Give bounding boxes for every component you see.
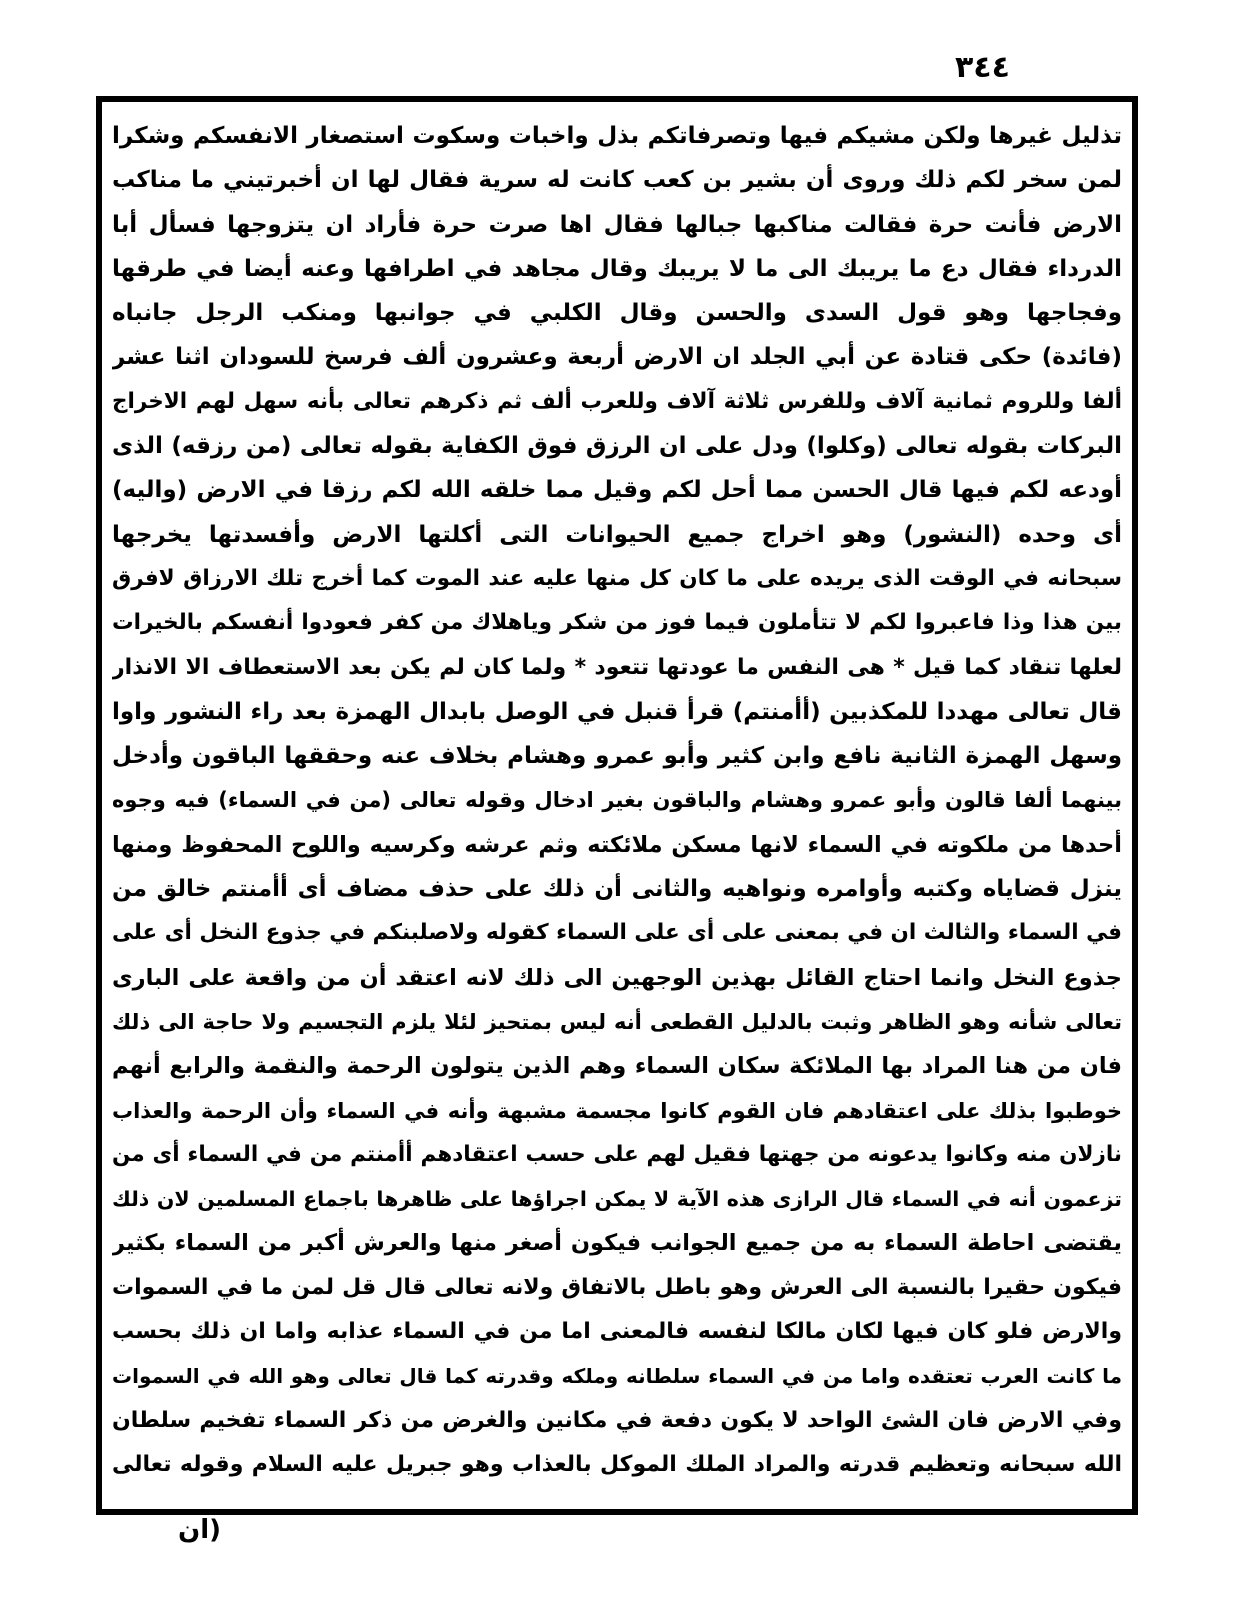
- text-line: ينزل قضاياه وكتبه وأوامره ونواهيه والثانى أن ذلك على حذف مضاف أى أأمنتم خالق من: [112, 876, 1122, 903]
- text-line: تزعمون أنه في السماء قال الرازى هذه الآية لا يمكن اجراؤها على ظاهرها باجماع المسلمين لان ذلك: [112, 1187, 1122, 1212]
- text-line: قال تعالى مهددا للمكذبين (أأمنتم) قرأ قنبل في الوصل بابدال الهمزة بعد راء النشور واوا: [112, 698, 1122, 725]
- text-line: وسهل الهمزة الثانية نافع وابن كثير وأبو عمرو وهشام بخلاف عنه وحققها الباقون وأدخل: [112, 743, 1122, 770]
- text-line: لعلها تنقاد كما قيل * هى النفس ما عودتها تتعود * ولما كان لم يكن بعد الاستعطاف الا الانذار: [112, 654, 1122, 680]
- text-line: فان من هنا المراد بها الملائكة سكان السماء وهم الذين يتولون الرحمة والنقمة والرابع أنهم: [112, 1053, 1122, 1080]
- text-line: البركات بقوله تعالى (وكلوا) ودل على ان الرزق فوق الكفاية بقوله تعالى (من رزقه) الذى: [112, 433, 1122, 460]
- text-line: فيكون حقيرا بالنسبة الى العرش وهو باطل بالاتفاق ولانه تعالى قال قل لمن ما في السموات: [112, 1274, 1122, 1300]
- text-line: (فائدة) حكى قتادة عن أبي الجلد ان الارض أربعة وعشرون ألف فرسخ للسودان اثنا عشر: [112, 344, 1122, 371]
- text-line: أى وحده (النشور) وهو اخراج جميع الحيوانات التى أكلتها الارض وأفسدتها يخرجها: [112, 521, 1122, 548]
- text-line: الله سبحانه وتعظيم قدرته والمراد الملك الموكل بالعذاب وهو جبريل عليه السلام وقوله تعالى: [112, 1451, 1122, 1477]
- catchword: (ان: [178, 1515, 221, 1545]
- text-line: ما كانت العرب تعتقده واما من في السماء سلطانه وملكه وقدرته كما قال تعالى وهو الله في السموات: [112, 1364, 1122, 1389]
- text-line: تعالى شأنه وهو الظاهر وثبت بالدليل القطعى أنه ليس بمتحيز لئلا يلزم التجسيم ولا حاجة الى ذلك: [112, 1009, 1122, 1034]
- text-line: بينهما ألفا قالون وأبو عمرو وهشام والباقون بغير ادخال وقوله تعالى (من في السماء) فيه وجوه: [112, 788, 1122, 813]
- text-line: ألفا وللروم ثمانية آلاف وللفرس ثلاثة آلاف وللعرب ألف ثم ذكرهم تعالى بأنه سهل لهم الاخراج: [112, 388, 1122, 414]
- text-line: وفجاجها وهو قول السدى والحسن وقال الكلبي في جوانبها ومنكب الرجل جانباه: [112, 300, 1122, 327]
- text-line: في السماء والثالث ان في بمعنى على أى على السماء كقوله ولاصلبنكم في جذوع النخل أى على: [112, 920, 1122, 946]
- text-line: وفي الارض فان الشئ الواحد لا يكون دفعة في مكانين والغرض من ذكر السماء تفخيم سلطان: [112, 1407, 1122, 1433]
- main-text-block: [112, 114, 1122, 1487]
- text-line: الدرداء فقال دع ما يريبك الى ما لا يريبك وقال مجاهد في اطرافها وعنه أيضا في طرقها: [112, 255, 1122, 282]
- text-line: تذليل غيرها ولكن مشيكم فيها وتصرفاتكم بذل واخبات وسكوت استصغار الانفسكم وشكرا: [112, 123, 1122, 149]
- text-line: أودعه لكم فيها قال الحسن مما أحل لكم وقيل مما خلقه الله لكم رزقا في الارض (واليه): [112, 477, 1122, 504]
- page-number: ٣٤٤: [955, 50, 1010, 85]
- text-line: خوطبوا بذلك على اعتقادهم فان القوم كانوا مجسمة مشبهة وأنه في السماء وأن الرحمة والعذاب: [112, 1098, 1122, 1123]
- text-line: لمن سخر لكم ذلك وروى أن بشير بن كعب كانت له سرية فقال لها ان أخبرتيني ما مناكب: [112, 167, 1122, 194]
- text-line: نازلان منه وكانوا يدعونه من جهتها فقيل لهم على حسب اعتقادهم أأمنتم من في السماء أى من: [112, 1141, 1122, 1167]
- text-line: جذوع النخل وانما احتاج القائل بهذين الوجهين الى ذلك لانه اعتقد أن من واقعة على البارى: [112, 964, 1122, 991]
- text-line: الارض فأنت حرة فقالت مناكبها جبالها فقال اها صرت حرة فأراد ان يتزوجها فسأل أبا: [112, 211, 1122, 238]
- text-line: بين هذا وذا فاعبروا لكم لا تتأملون فيما فوز من شكر وياهلاك من كفر فعودوا أنفسكم بالخيرات: [112, 610, 1122, 636]
- text-line: سبحانه في الوقت الذى يريده على ما كان كل منها عليه عند الموت كما أخرج تلك الارزاق لافرق: [112, 565, 1122, 591]
- text-line: يقتضى احاطة السماء به من جميع الجوانب فيكون أصغر منها والعرش أكبر من السماء بكثير: [112, 1230, 1122, 1257]
- text-line: أحدها من ملكوته في السماء لانها مسكن ملائكته وثم عرشه وكرسيه واللوح المحفوظ ومنها: [112, 831, 1122, 858]
- text-line: والارض فلو كان فيها لكان مالكا لنفسه فالمعنى اما من في السماء عذابه واما ان ذلك بحسب: [112, 1319, 1122, 1345]
